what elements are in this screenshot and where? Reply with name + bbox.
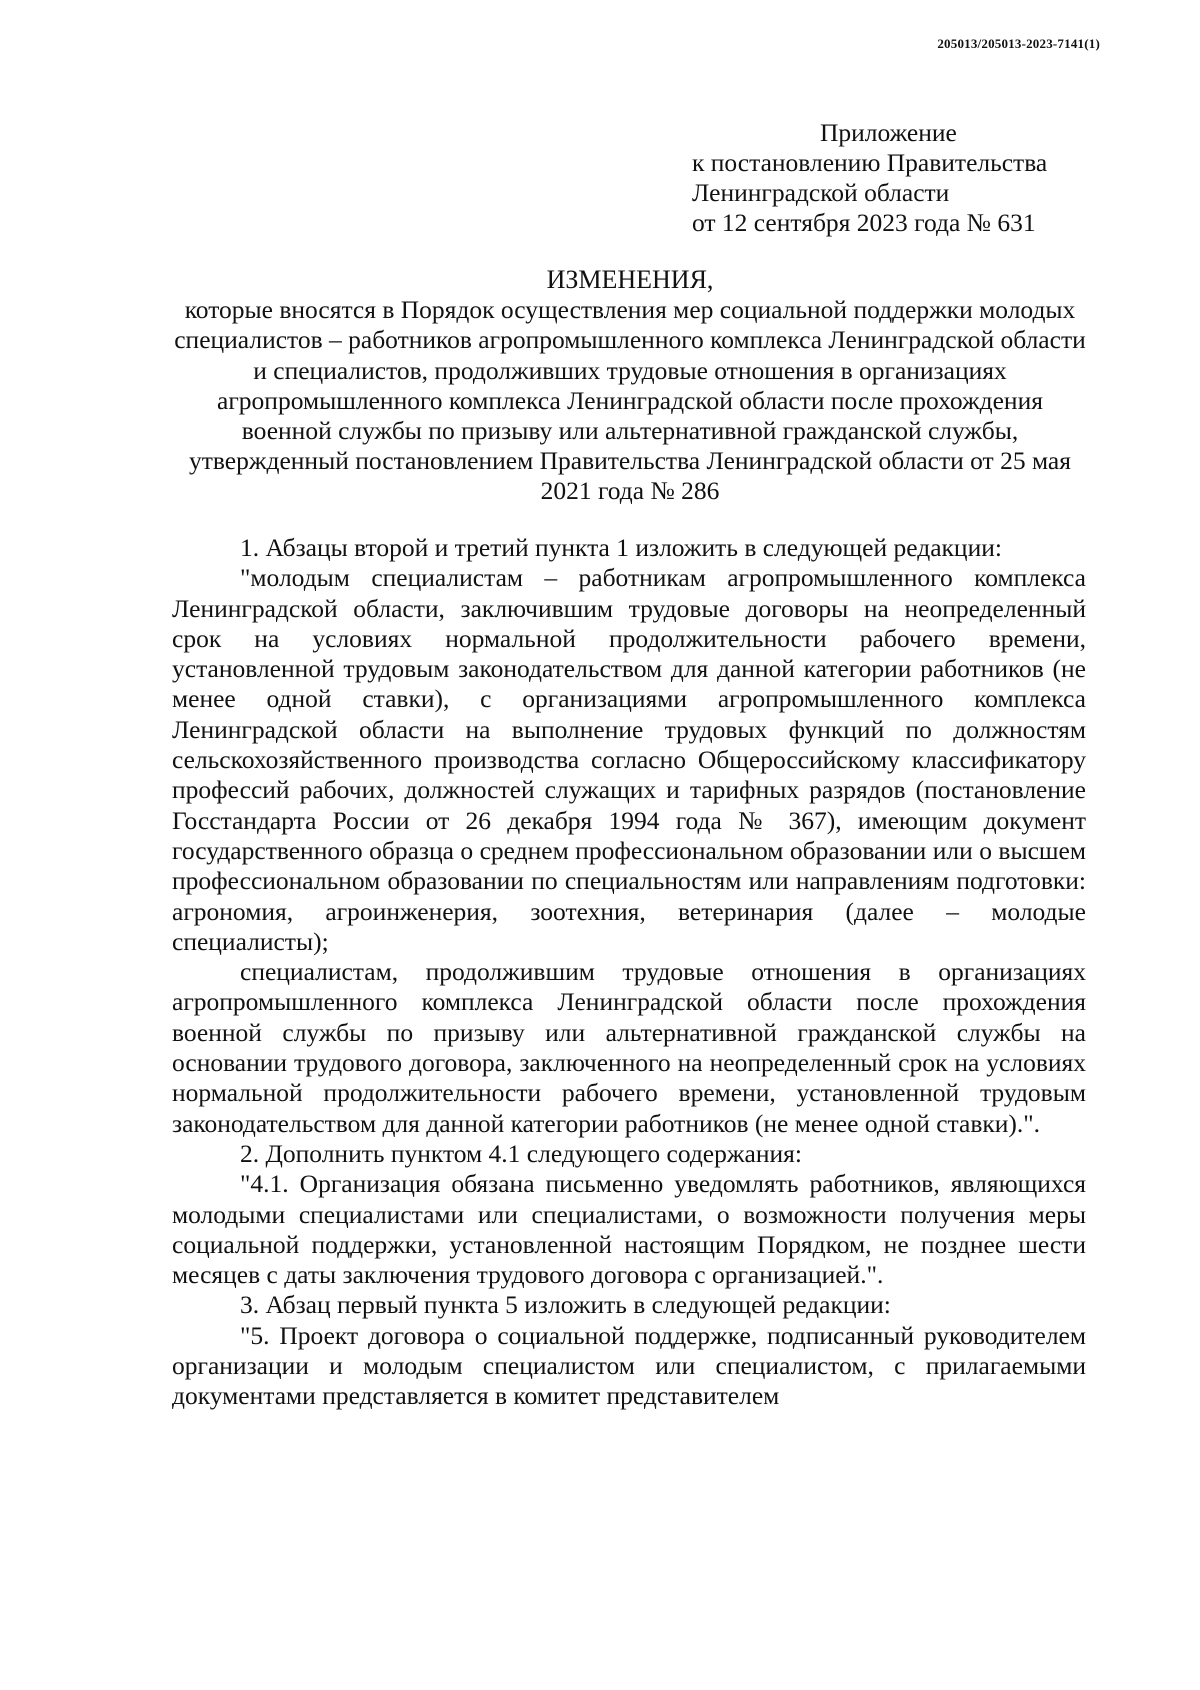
appendix-line-2: к постановлению Правительства	[692, 148, 1048, 177]
document-body	[172, 533, 1086, 1412]
appendix-line-1: Приложение	[820, 118, 957, 147]
appendix-line-3: Ленинградской области	[692, 178, 950, 207]
body-paragraph-6: 3. Абзац первый пункта 5 изложить в следующей редакции:	[240, 1290, 891, 1320]
body-paragraph-3: специалистам, продолжившим трудовые отношения в организациях агропромышленного комплекса Ленинградской области после прохождения военной службы по призыву или альтернативной гражданской службы на основании трудового договора, заключенного на неопределенный срок на условиях нормальной продолжительности рабочего времени, установленной трудовым законодательством для данной категории работников (не менее одной ставки).".	[172, 957, 1086, 1138]
body-paragraph-1: 1. Абзацы второй и третий пункта 1 изложить в следующей редакции:	[240, 533, 1002, 562]
body-paragraph-4: 2. Дополнить пунктом 4.1 следующего содержания:	[240, 1138, 802, 1168]
body-paragraph-7: "5. Проект договора о социальной поддержке, подписанный руководителем организации и молодым специалистом или специалистом, с прилагаемыми документами представляется в комитет представителем	[172, 1320, 1086, 1411]
document-subtitle: которые вносятся в Порядок осуществления мер социальной поддержки молодых специалистов – работников агропромышленного комплекса Ленинградской области и специалистов, продолживших трудовые отношения в организациях агропромышленного комплекса Ленинградской области после прохождения военной службы по призыву или альтернативной гражданской службы, утвержденный постановлением Правительства Ленинградской области от 25 мая 2021 года № 286	[174, 295, 1086, 506]
document-heading: ИЗМЕНЕНИЯ,	[546, 265, 714, 294]
title-block	[170, 265, 1090, 507]
appendix-line-4: от 12 сентября 2023 года № 631	[692, 208, 1036, 237]
appendix-block	[692, 118, 1047, 238]
body-paragraph-5: "4.1. Организация обязана письменно уведомлять работников, являющихся молодыми специалистами или специалистами, о возможности получения меры социальной поддержки, установленной настоящим Порядком, не позднее шести месяцев с даты заключения трудового договора с организацией.".	[172, 1169, 1086, 1290]
body-paragraph-2: "молодым специалистам – работникам агропромышленного комплекса Ленинградской области, заключившим трудовые договоры на неопределенный срок на условиях нормальной продолжительности рабочего времени, установленной трудовым законодательством для данной категории работников (не менее одной ставки), с организациями агропромышленного комплекса Ленинградской области на выполнение трудовых функций по должностям сельскохозяйственного производства согласно Общероссийскому классификатору профессий рабочих, должностей служащих и тарифных разрядов (постановление Госстандарта России от 26 декабря 1994 года № 367), имеющим документ государственного образца о среднем профессиональном образовании или о высшем профессиональном образовании по специальностям или направлениям подготовки: агрономия, агроинженерия, зоотехния, ветеринария (далее – молодые специалисты);	[172, 563, 1086, 956]
document-id: 205013/205013-2023-7141(1)	[937, 36, 1100, 51]
